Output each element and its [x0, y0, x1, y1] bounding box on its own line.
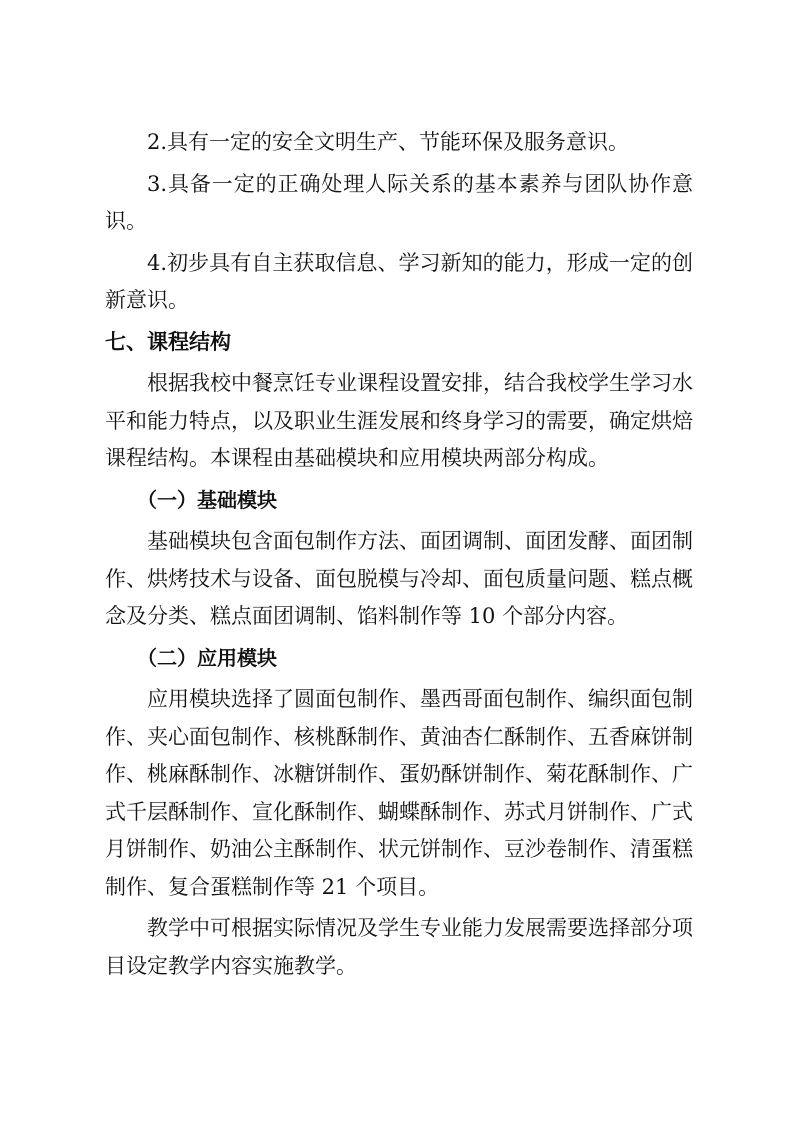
section-heading-course-structure: 七、课程结构 — [105, 329, 231, 354]
subheading-applied-module: （二）应用模块 — [137, 645, 277, 670]
paragraph-teamwork: 3.具备一定的正确处理人际关系的基本素养与团队协作意识。 — [105, 171, 693, 233]
paragraph-closing: 教学中可根据实际情况及学生专业能力发展需要选择部分项目设定教学内容实施教学。 — [105, 916, 693, 978]
paragraph-applied-module: 应用模块选择了圆面包制作、墨西哥面包制作、编织面包制作、夹心面包制作、核桃酥制作、黄油杏仁酥制作、五香麻饼制作、桃麻酥制作、冰糖饼制作、蛋奶酥饼制作、菊花酥制作、广式千层酥制作、宣化酥制作、蝴蝶酥制作、苏式月饼制作、广式月饼制作、奶油公主酥制作、状元饼制作、豆沙卷制作、清蛋糕制作、复合蛋糕制作等 21 个项目。 — [105, 687, 693, 899]
paragraph-innovation: 4.初步具有自主获取信息、学习新知的能力，形成一定的创新意识。 — [105, 250, 693, 312]
paragraph-safety-awareness: 2.具有一定的安全文明生产、节能环保及服务意识。 — [147, 130, 630, 154]
paragraph-basic-module: 基础模块包含面包制作方法、面团调制、面团发酵、面团制作、烘烤技术与设备、面包脱模与冷却、面包质量问题、糕点概念及分类、糕点面团调制、馅料制作等 10 个部分内容。 — [105, 529, 693, 628]
paragraph-intro: 根据我校中餐烹饪专业课程设置安排，结合我校学生学习水平和能力特点，以及职业生涯发展和终身学习的需要，确定烘焙课程结构。本课程由基础模块和应用模块两部分构成。 — [105, 371, 693, 470]
document-body — [105, 124, 693, 985]
subheading-basic-module: （一）基础模块 — [137, 487, 277, 512]
